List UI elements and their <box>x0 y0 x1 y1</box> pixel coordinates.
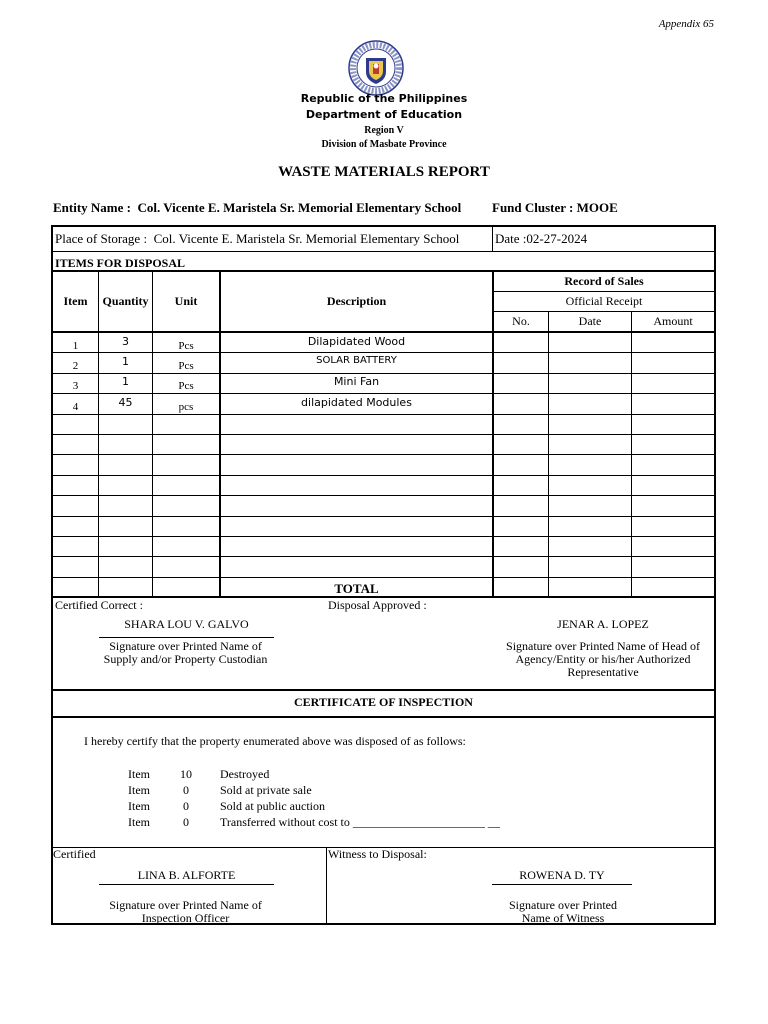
col-record-of-sales: Record of Sales <box>564 274 644 288</box>
head-name: JENAR A. LOPEZ <box>557 617 649 631</box>
row-quantity: 45 <box>118 396 133 409</box>
disposition-label: Item <box>128 815 150 829</box>
disposition-label: Item <box>128 783 150 797</box>
head-caption-2: Agency/Entity or his/her Authorized <box>515 652 691 666</box>
inspection-officer-caption-2: Inspection Officer <box>141 911 230 925</box>
row-item: 2 <box>72 360 79 372</box>
col-amount: Amount <box>653 314 693 328</box>
disposition-text: Sold at private sale <box>220 783 312 797</box>
disposition-count: 0 <box>183 783 189 797</box>
storage-value: Col. Vicente E. Maristela Sr. Memorial Elementary School <box>153 231 460 246</box>
inspection-officer-name: LINA B. ALFORTE <box>137 868 236 882</box>
fund-cluster <box>492 200 618 216</box>
inspection-officer-caption-1: Signature over Printed Name of <box>109 898 262 912</box>
entity-label: Entity Name : <box>53 200 131 215</box>
row-description: Dilapidated Wood <box>307 335 406 348</box>
row-description: Mini Fan <box>333 375 380 388</box>
head-caption-1: Signature over Printed Name of Head of <box>506 639 700 653</box>
disposition-text: Transferred without cost to ______________________ __ <box>220 815 500 829</box>
custodian-caption-1: Signature over Printed Name of <box>109 639 262 653</box>
col-description: Description <box>326 294 387 308</box>
report-form <box>51 225 716 925</box>
witness-caption-2: Name of Witness <box>521 911 605 925</box>
date-label: Date : <box>495 231 527 246</box>
row-description: dilapidated Modules <box>301 396 412 409</box>
certificate-statement: I hereby certify that the property enumerated above was disposed of as follows: <box>84 734 466 748</box>
row-unit: Pcs <box>178 360 194 372</box>
report-title: WASTE MATERIALS REPORT <box>278 164 490 180</box>
custodian-caption-2: Supply and/or Property Custodian <box>103 652 268 666</box>
witness-name: ROWENA D. TY <box>519 868 605 882</box>
items-section-title: ITEMS FOR DISPOSAL <box>55 256 186 270</box>
fund-value: MOOE <box>576 200 618 215</box>
custodian-name: SHARA LOU V. GALVO <box>124 617 249 631</box>
deped-seal-icon <box>348 40 404 96</box>
row-item: 3 <box>72 380 79 392</box>
row-unit: Pcs <box>178 340 194 352</box>
division-heading: Division of Masbate Province <box>321 139 447 150</box>
certificate-title: CERTIFICATE OF INSPECTION <box>294 695 473 709</box>
entity-name <box>53 200 461 216</box>
date-field <box>495 231 587 247</box>
col-official-receipt: Official Receipt <box>565 294 643 308</box>
certified-correct-label: Certified Correct : <box>55 598 143 612</box>
witness-label: Witness to Disposal: <box>328 847 427 861</box>
entity-value: Col. Vicente E. Maristela Sr. Memorial Elementary School <box>137 200 462 215</box>
col-item: Item <box>63 294 88 308</box>
row-quantity: 1 <box>122 375 129 388</box>
witness-caption-1: Signature over Printed <box>509 898 617 912</box>
row-item: 1 <box>72 340 79 352</box>
disposition-text: Destroyed <box>220 767 270 781</box>
storage-field <box>55 231 459 247</box>
appendix-label: Appendix 65 <box>658 18 714 30</box>
fund-label: Fund Cluster : <box>492 200 574 215</box>
date-value: 02-27-2024 <box>526 231 588 246</box>
row-unit: pcs <box>178 401 194 413</box>
storage-label: Place of Storage : <box>55 231 148 246</box>
disposition-count: 0 <box>183 799 189 813</box>
row-quantity: 1 <box>122 355 129 368</box>
disposition-count: 0 <box>183 815 189 829</box>
row-quantity: 3 <box>122 335 129 348</box>
row-description: SOLAR BATTERY <box>316 355 397 366</box>
disposition-label: Item <box>128 799 150 813</box>
col-quantity: Quantity <box>102 294 149 308</box>
republic-heading: Republic of the Philippines <box>300 92 468 105</box>
disposition-count: 10 <box>180 767 192 781</box>
disposition-label: Item <box>128 767 150 781</box>
disposition-text: Sold at public auction <box>220 799 325 813</box>
certified-label: Certified <box>53 847 96 861</box>
row-unit: Pcs <box>178 380 194 392</box>
total-label: TOTAL <box>334 581 379 596</box>
row-item: 4 <box>72 401 79 413</box>
col-unit: Unit <box>174 294 198 308</box>
col-date: Date <box>578 314 602 328</box>
department-heading: Department of Education <box>305 108 463 121</box>
region-heading: Region V <box>364 125 404 136</box>
col-no: No. <box>512 314 530 328</box>
disposal-approved-label: Disposal Approved : <box>328 598 427 612</box>
head-caption-3: Representative <box>567 665 639 679</box>
